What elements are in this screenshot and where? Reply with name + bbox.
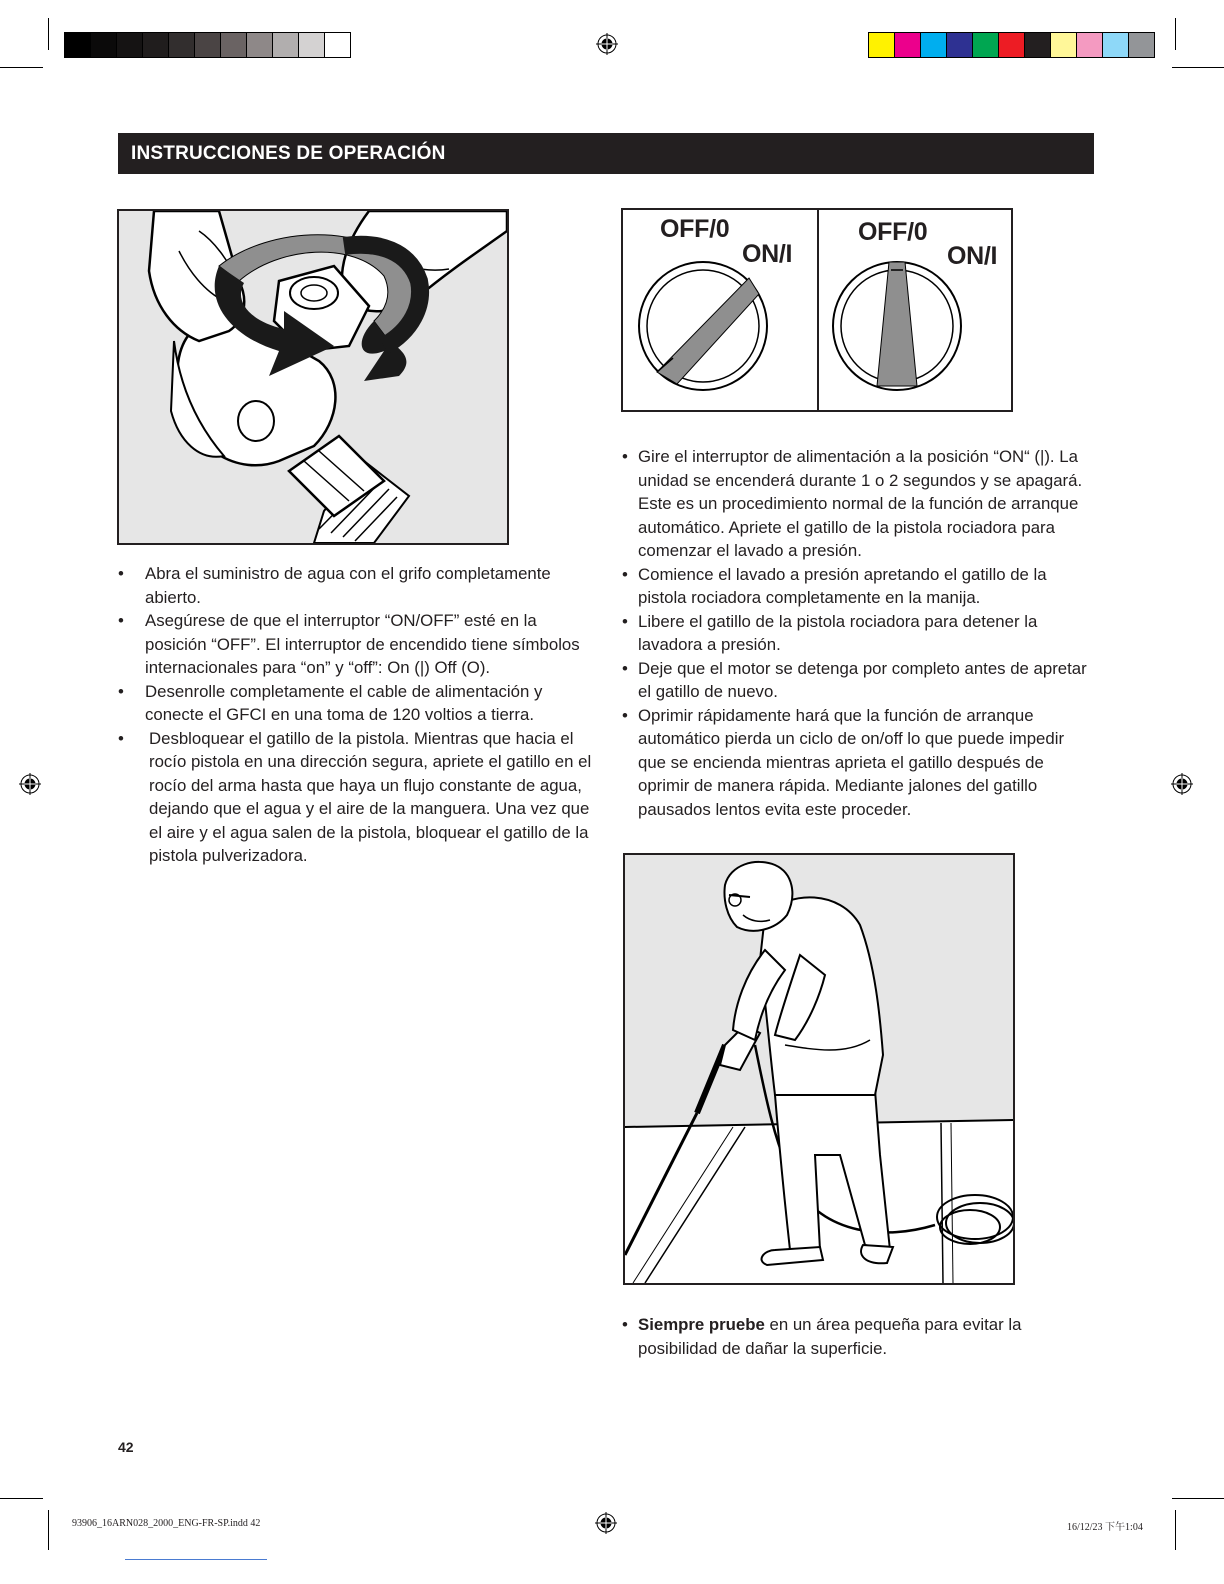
registration-mark-icon [1171,773,1193,795]
registration-mark-icon [595,1512,617,1534]
color-swatch [143,33,169,57]
switch-off-label: OFF/0 [660,215,730,243]
pressure-washing-illustration [623,853,1015,1285]
date-slug: 16/12/23 下午1:04 [1067,1522,1143,1533]
file-slug: 93906_16ARN028_2000_ENG-FR-SP.indd 42 [72,1518,261,1529]
color-swatch [1025,33,1051,57]
hose-connection-illustration [117,209,509,545]
hose-tightening-drawing [119,211,507,543]
list-item [622,1313,1092,1360]
list-item: • Deje que el motor se detenga por completo antes de apretar el gatillo de nuevo. [622,657,1092,704]
color-swatch [65,33,91,57]
tip-text: en un área pequeña para evitar la posibilidad de dañar la superficie. [638,1315,1022,1358]
section-header: INSTRUCCIONES DE OPERACIÓN [118,133,1094,174]
power-switch-on-icon [831,260,963,392]
color-swatch [1129,33,1154,57]
color-swatch [195,33,221,57]
color-swatch [169,33,195,57]
tip-emphasis: Siempre pruebe [638,1315,765,1334]
switch-off-label: OFF/0 [858,218,928,246]
color-swatch [921,33,947,57]
list-item: • Libere el gatillo de la pistola rociadora para detener la lavadora a presión. [622,610,1092,657]
list-item: • Abra el suministro de agua con el grifo completamente abierto. [118,562,596,609]
color-swatch [999,33,1025,57]
left-instructions [118,562,596,868]
list-item: • Gire el interruptor de alimentación a la posición “ON“ (|). La unidad se encenderá durante 1 o 2 segundos y se apagará. Este es un procedimiento normal de la función de arranque automático. Apriete el gatillo de la pistola rociadora para comenzar el lavado a presión. [622,445,1092,563]
color-swatch [973,33,999,57]
right-instructions [622,445,1092,821]
power-switch-illustration [621,208,1013,412]
switch-on-label: ON/I [947,242,998,270]
color-swatch [91,33,117,57]
person-washing-drawing [625,855,1013,1283]
divider [125,1559,267,1560]
color-swatch [895,33,921,57]
registration-mark-icon [19,773,41,795]
color-swatch [1051,33,1077,57]
page-number: 42 [118,1439,134,1455]
color-swatch [247,33,273,57]
gray-color-bar [64,32,351,58]
power-switch-off-icon [637,260,769,392]
color-swatch [869,33,895,57]
list-item: • Oprimir rápidamente hará que la función de arranque automático pierda un ciclo de on/off lo que puede impedir que se encienda mientras aprieta el gatillo después de oprimir de manera rápida. Mediante jalones del gatillo pausados lentos evita este proceder. [622,704,1092,822]
color-swatch [1077,33,1103,57]
color-swatch [221,33,247,57]
switch-on-label: ON/I [742,240,793,268]
color-swatch [299,33,325,57]
color-swatch [947,33,973,57]
color-swatch [117,33,143,57]
list-item: • Desenrolle completamente el cable de alimentación y conecte el GFCI en una toma de 120 voltios a tierra. [118,680,596,727]
list-item: • Desbloquear el gatillo de la pistola. Mientras que hacia el rocío pistola en una dirección segura, apriete el gatillo en el rocío del arma hasta que haya un flujo constante de agua, dejando que el agua y el aire de la manguera. Una vez que el aire y el agua salen de la pistola, bloquear el gatillo de la pistola pulverizadora. [118,727,596,868]
process-color-bar [868,32,1155,58]
color-swatch [273,33,299,57]
list-item: • Asegúrese de que el interruptor “ON/OFF” esté en la posición “OFF”. El interruptor de encendido tiene símbolos internacionales para “on” y “off”: On (|) Off (O). [118,609,596,680]
list-item: • Comience el lavado a presión apretando el gatillo de la pistola rociadora completamente en la manija. [622,563,1092,610]
registration-mark-icon [596,33,618,55]
color-swatch [1103,33,1129,57]
tip-note [622,1313,1092,1360]
color-swatch [325,33,350,57]
